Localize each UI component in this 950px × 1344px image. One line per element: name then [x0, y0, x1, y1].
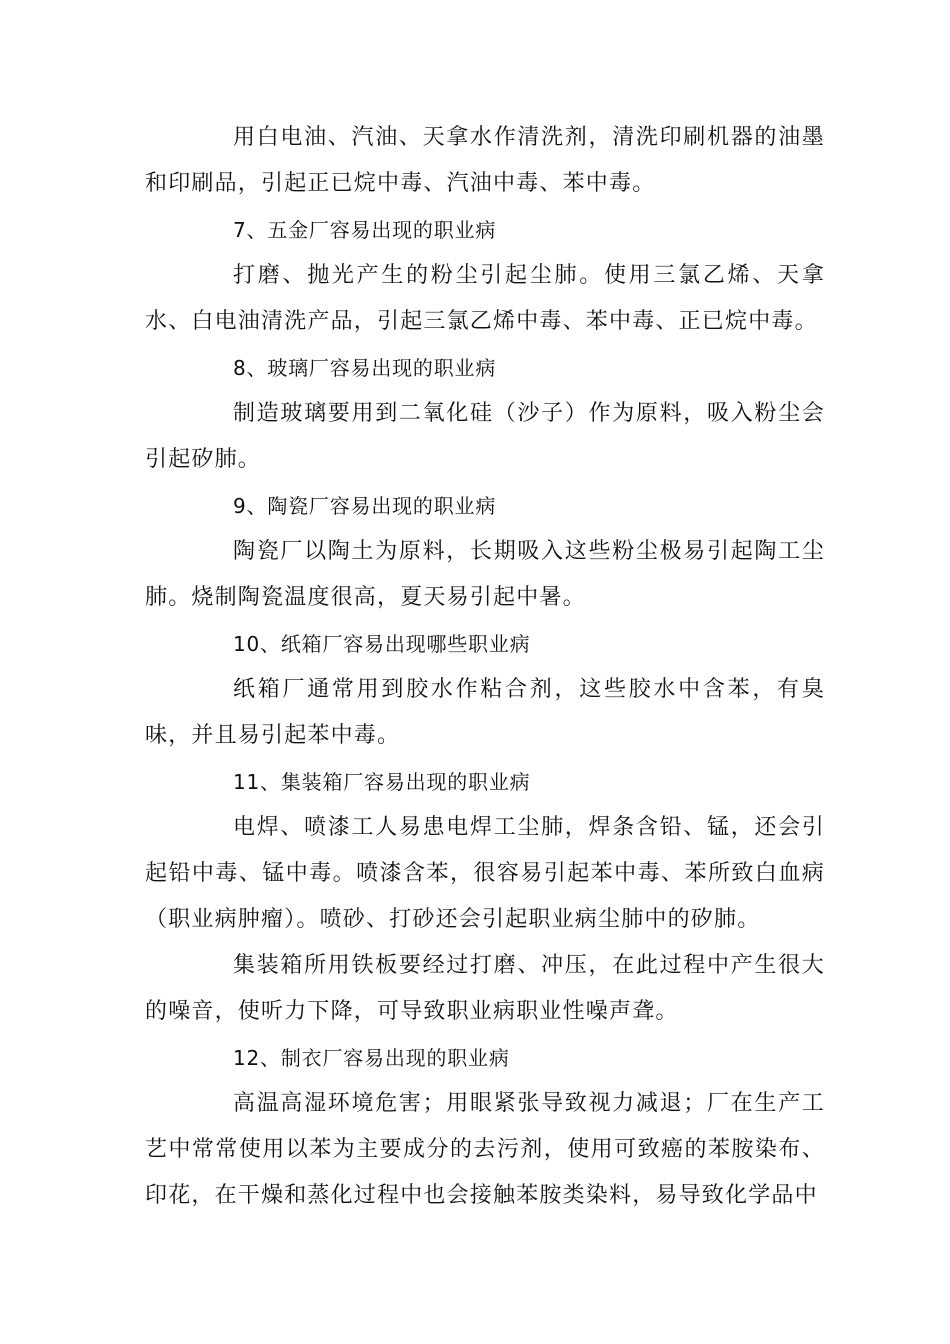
paragraph-ceramic-factory: 陶瓷厂以陶土为原料，长期吸入这些粉尘极易引起陶工尘肺。烧制陶瓷温度很高，夏天易引起中暑。: [145, 539, 825, 610]
heading-container-factory: 11、集装箱厂容易出现的职业病: [233, 770, 531, 794]
heading-hardware-factory: 7、五金厂容易出现的职业病: [233, 218, 497, 242]
heading-glass-factory: 8、玻璃厂容易出现的职业病: [233, 356, 497, 380]
document-body: [145, 115, 825, 1219]
paragraph-carton-factory: 纸箱厂通常用到胶水作粘合剂，这些胶水中含苯，有臭味，并且易引起苯中毒。: [145, 677, 825, 748]
heading-ceramic-factory: 9、陶瓷厂容易出现的职业病: [233, 494, 497, 518]
heading-garment-factory: 12、制衣厂容易出现的职业病: [233, 1046, 510, 1070]
paragraph-hardware-factory: 打磨、抛光产生的粉尘引起尘肺。使用三氯乙烯、天拿水、白电油清洗产品，引起三氯乙烯中毒、苯中毒、正已烷中毒。: [145, 263, 825, 334]
paragraph-glass-factory: 制造玻璃要用到二氧化硅（沙子）作为原料，吸入粉尘会引起矽肺。: [145, 401, 825, 472]
paragraph-garment-factory: 高温高湿环境危害；用眼紧张导致视力减退；厂在生产工艺中常常使用以苯为主要成分的去污剂，使用可致癌的苯胺染布、印花，在干燥和蒸化过程中也会接触苯胺类染料，易导致化学品中: [145, 1091, 825, 1208]
heading-carton-factory: 10、纸箱厂容易出现哪些职业病: [233, 632, 531, 656]
paragraph-printing-cleaning: 用白电油、汽油、天拿水作清洗剂，清洗印刷机器的油墨和印刷品，引起正已烷中毒、汽油中毒、苯中毒。: [145, 125, 825, 196]
paragraph-container-noise: 集装箱所用铁板要经过打磨、冲压，在此过程中产生很大的噪音，使听力下降，可导致职业病职业性噪声聋。: [145, 953, 825, 1024]
paragraph-container-welding: 电焊、喷漆工人易患电焊工尘肺，焊条含铅、锰，还会引起铅中毒、锰中毒。喷漆含苯，很容易引起苯中毒、苯所致白血病（职业病肿瘤）。喷砂、打砂还会引起职业病尘肺中的矽肺。: [145, 815, 825, 932]
